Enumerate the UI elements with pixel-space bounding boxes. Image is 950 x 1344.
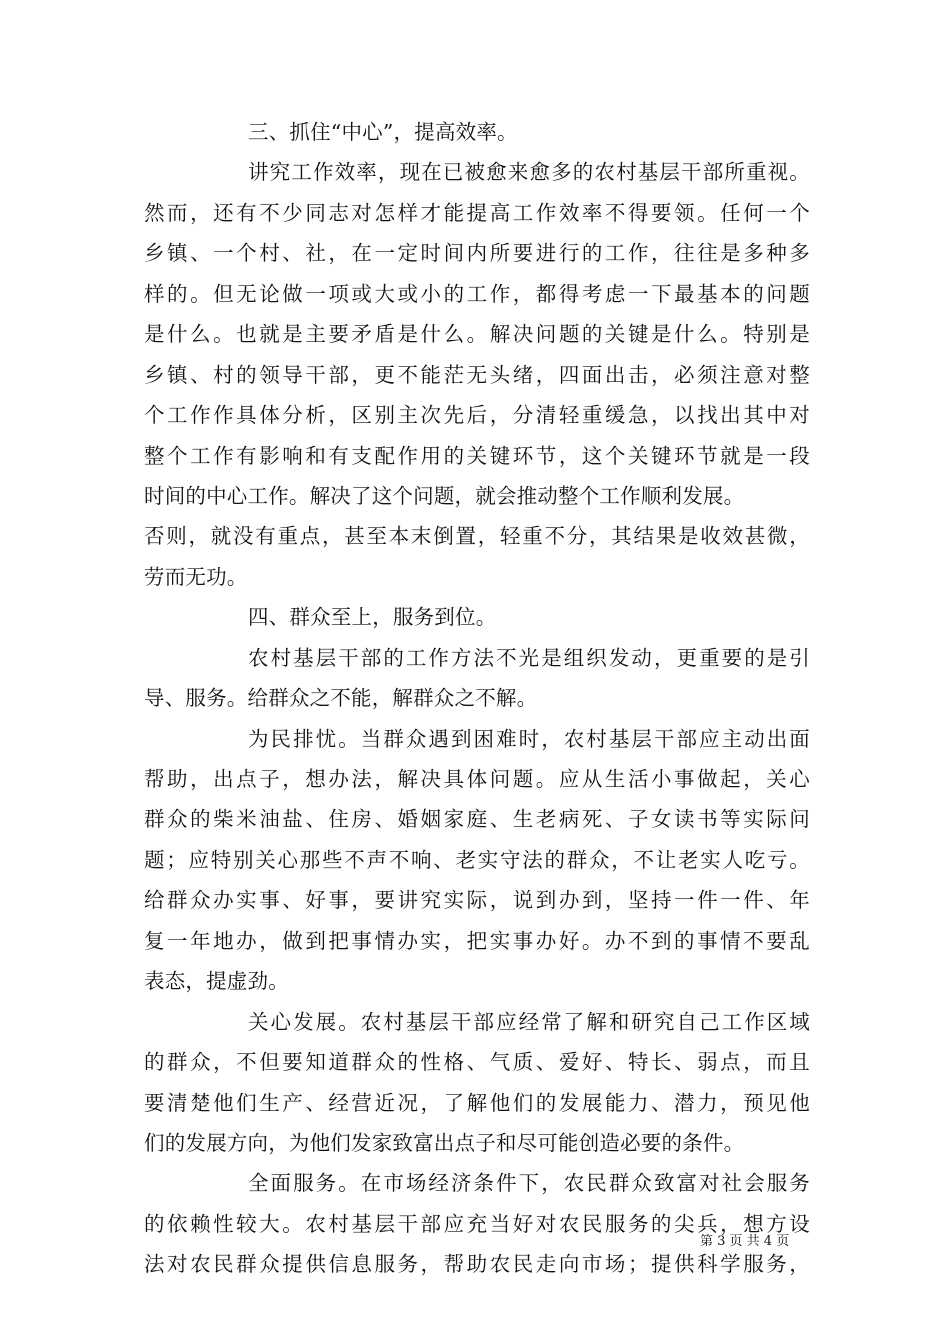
paragraph-line: 导、服务。给群众之不能，解群众之不解。 xyxy=(144,686,538,711)
paragraph-line: 是什么。也就是主要矛盾是什么。解决问题的关键是什么。特别是 xyxy=(144,322,810,347)
paragraph-line: 要清楚他们生产、经营近况，了解他们的发展能力、潜力，预见他 xyxy=(144,1090,810,1115)
paragraph-line: 法对农民群众提供信息服务，帮助农民走向市场；提供科学服务， xyxy=(144,1252,810,1277)
paragraph-line: 乡镇、一个村、社，在一定时间内所要进行的工作，往往是多种多 xyxy=(144,241,810,266)
paragraph-line: 个工作作具体分析，区别主次先后，分清轻重缓急，以找出其中对 xyxy=(144,403,810,428)
paragraph-line: 为民排忧。当群众遇到困难时，农村基层干部应主动出面 xyxy=(248,726,810,751)
paragraph-line: 的群众，不但要知道群众的性格、气质、爱好、特长、弱点，而且 xyxy=(144,1050,810,1075)
paragraph-line: 否则，就没有重点，甚至本末倒置，轻重不分，其结果是收效甚微， xyxy=(144,524,810,549)
paragraph-line: 讲究工作效率，现在已被愈来愈多的农村基层干部所重视。 xyxy=(248,160,810,185)
section-heading-3: 三、抓住“中心”，提高效率。 xyxy=(248,120,518,144)
paragraph-line: 给群众办实事、好事，要讲究实际，说到办到，坚持一件一件、年 xyxy=(144,888,810,913)
paragraph-line: 样的。但无论做一项或大或小的工作，都得考虑一下最基本的问题 xyxy=(144,281,810,306)
paragraph-line: 题；应特别关心那些不声不响、老实守法的群众，不让老实人吃亏。 xyxy=(144,847,810,872)
paragraph-line: 全面服务。在市场经济条件下，农民群众致富对社会服务 xyxy=(248,1171,810,1196)
paragraph-line: 乡镇、村的领导干部，更不能茫无头绪，四面出击，必须注意对整 xyxy=(144,362,810,387)
paragraph-line: 的依赖性较大。农村基层干部应充当好对农民服务的尖兵，想方设 xyxy=(144,1211,810,1236)
paragraph-line: 群众的柴米油盐、住房、婚姻家庭、生老病死、子女读书等实际问 xyxy=(144,807,810,832)
paragraph-line: 然而，还有不少同志对怎样才能提高工作效率不得要领。任何一个 xyxy=(144,200,810,225)
document-body xyxy=(144,112,810,1285)
page-number-footer: 第 3 页 共 4 页 xyxy=(700,1234,790,1249)
paragraph-line: 农村基层干部的工作方法不光是组织发动，更重要的是引 xyxy=(248,645,810,670)
paragraph-line: 关心发展。农村基层干部应经常了解和研究自己工作区域 xyxy=(248,1009,810,1034)
paragraph-line: 劳而无功。 xyxy=(144,564,248,589)
paragraph-line: 复一年地办，做到把事情办实，把实事办好。办不到的事情不要乱 xyxy=(144,928,810,953)
paragraph-line: 时间的中心工作。解决了这个问题，就会推动整个工作顺利发展。 xyxy=(144,483,745,508)
paragraph-line: 帮助，出点子，想办法，解决具体问题。应从生活小事做起，关心 xyxy=(144,767,810,791)
section-heading-4: 四、群众至上，服务到位。 xyxy=(248,605,497,630)
paragraph-line: 表态，提虚劲。 xyxy=(144,969,289,994)
paragraph-line: 们的发展方向，为他们发家致富出点子和尽可能创造必要的条件。 xyxy=(144,1130,745,1155)
paragraph-line: 整个工作有影响和有支配作用的关键环节，这个关键环节就是一段 xyxy=(144,443,810,468)
